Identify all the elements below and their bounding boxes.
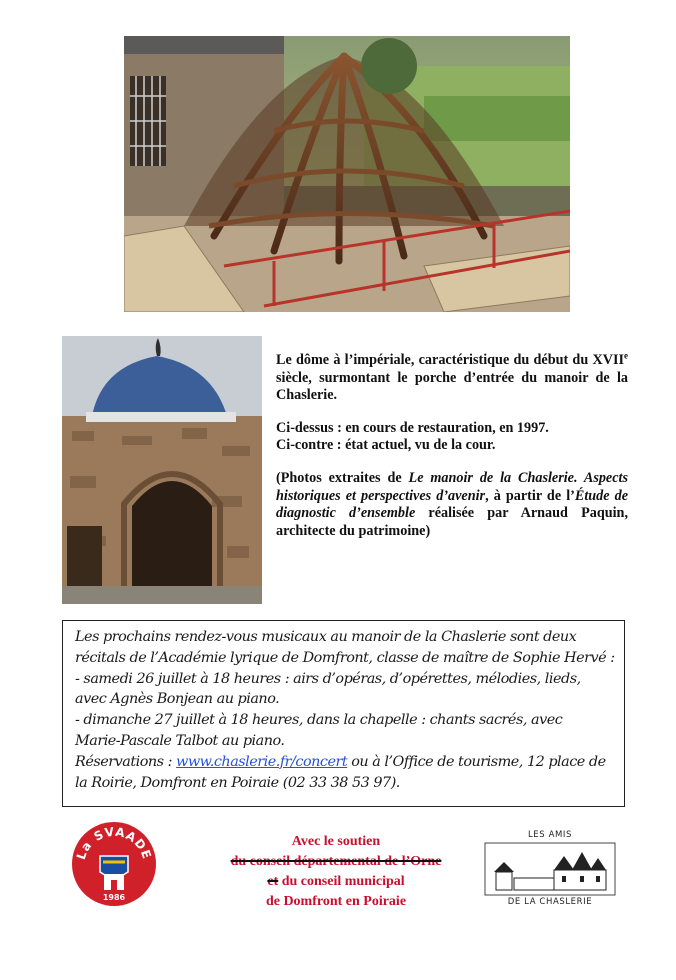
reservation-label: Réservations : [75,753,177,770]
caption-source-connector: , à partir de l’ [485,487,575,504]
concert-line: la Roirie, Domfront en Poiraie (02 33 38 53 97). [75,774,400,791]
amis-chaslerie-logo [484,830,616,910]
concert-website-link[interactable]: www.chaslerie.fr/concert [176,753,348,770]
concert-reservation-line [75,752,618,773]
caption-source [276,470,628,540]
caption-source-intro: (Photos extraites de [276,469,409,486]
sponsor-municipal [196,872,476,892]
caption-note-above: Ci-dessus : en cours de restauration, en 1997. [276,419,549,436]
sponsor-municipal-text: du conseil municipal [278,874,405,889]
caption-source-study-title: Étude de diagnostic d’ensemble [276,487,629,522]
amis-logo-bottom-text: DE LA CHASLERIE [507,897,593,907]
dome-restoration-photo [124,36,570,312]
concert-announcement-box [62,620,625,807]
caption-superscript: e [624,350,628,361]
chaslerie-manor-drawing [484,842,616,896]
concert-line: Les prochains rendez-vous musicaux au manoir de la Chaslerie sont deux [75,629,577,645]
svaade-logo [70,820,158,908]
sponsor-department: du conseil départemental de l’Orne [230,854,442,869]
concert-line: Marie-Pascale Talbot au piano. [75,732,285,749]
sponsor-town: de Domfront en Poiraie [265,894,407,909]
caption-source-book-title: Le manoir de la Chaslerie. Aspects historiques et perspectives d’avenir [276,469,628,504]
svaade-year: 1986 [102,893,126,902]
sponsor-struck-word: et [267,874,279,889]
caption-note-beside: Ci-contre : état actuel, vu de la cour. [276,437,496,454]
caption-description-text-end: siècle, surmontant le porche d’entrée du manoir de la Chaslerie. [276,369,628,404]
concert-line: avec Agnès Bonjean au piano. [75,691,280,708]
photo-caption [276,352,628,555]
amis-logo-top-text: LES AMIS [527,830,573,840]
sponsor-block [196,832,476,912]
caption-photo-notes [276,420,628,455]
caption-description [276,352,628,405]
reservation-office: ou à l’Office de tourisme, 12 place de [347,753,606,770]
svaade-name: La SVAADE [73,824,155,862]
concert-line-saturday: - samedi 26 juillet à 18 heures : airs d’opéras, d’opérettes, mélodies, lieds, [75,670,581,687]
sponsor-heading: Avec le soutien [291,834,381,849]
caption-description-text: Le dôme à l’impériale, caractéristique du début du XVII [276,352,624,368]
concert-line-sunday: - dimanche 27 juillet à 18 heures, dans la chapelle : chants sacrés, avec [75,712,563,729]
dome-current-photo [62,336,262,604]
concert-line: récitals de l’Académie lyrique de Domfront, classe de maître de Sophie Hervé : [75,649,615,666]
caption-source-author: réalisée par Arnaud Paquin, architecte du patrimoine) [276,505,628,539]
